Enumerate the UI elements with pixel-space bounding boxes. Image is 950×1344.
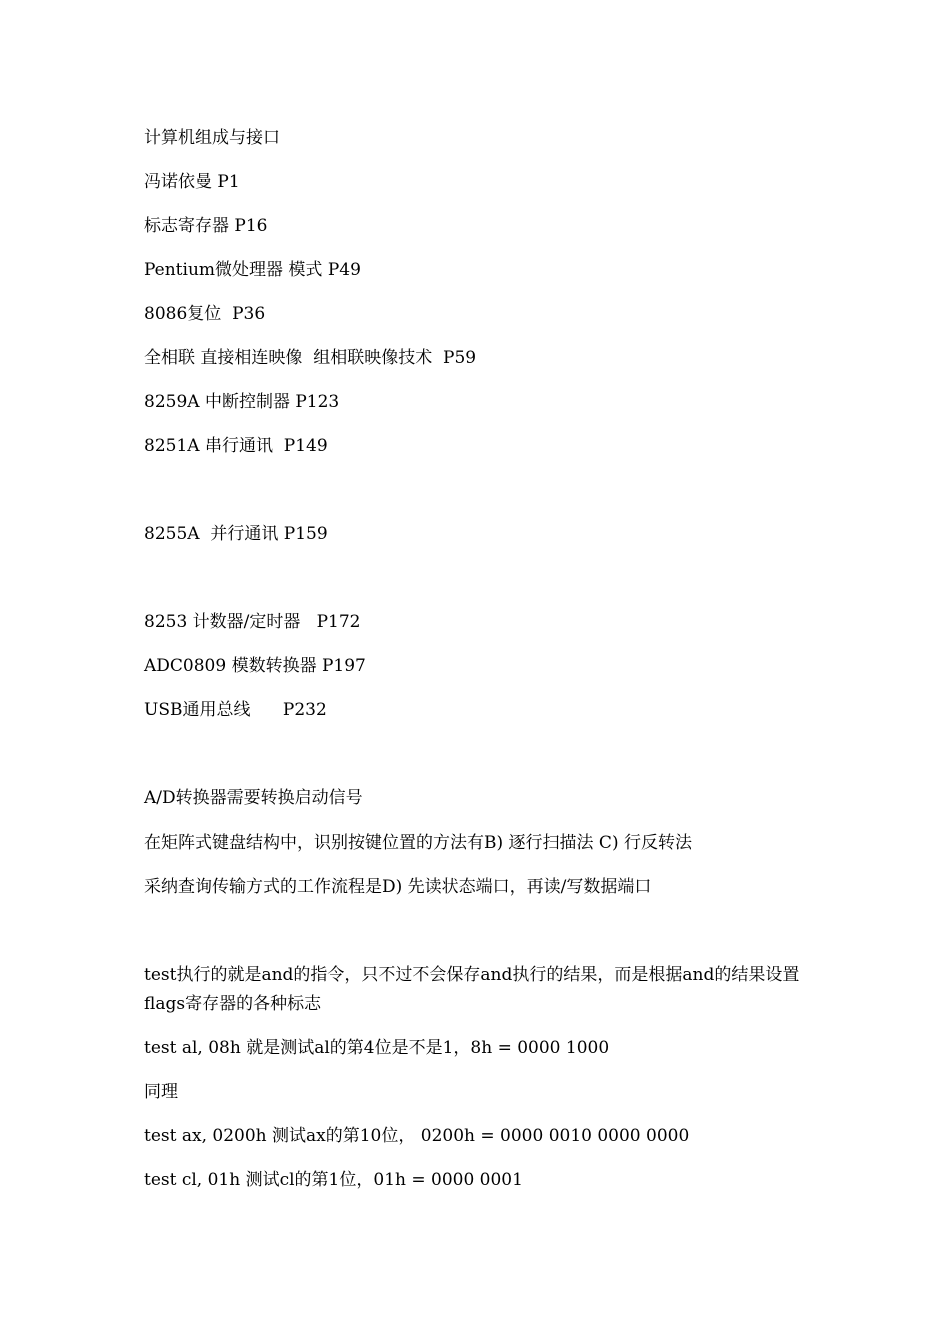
code-example-line: test cl, 01h 测试cl的第1位，01h = 0000 0001 <box>144 1170 523 1190</box>
test-instruction-paragraph: test执行的就是and的指令，只不过不会保存and执行的结果，而是根据and的结果设置flags寄存器的各种标志 <box>144 965 800 1014</box>
note-line: A/D转换器需要转换启动信号 <box>144 788 363 808</box>
note-line: 同理 <box>144 1082 178 1102</box>
note-line: 采纳查询传输方式的工作流程是D) 先读状态端口，再读/写数据端口 <box>144 877 652 897</box>
topic-line: 标志寄存器 P16 <box>144 216 268 236</box>
topic-line: ADC0809 模数转换器 P197 <box>144 656 366 676</box>
topic-line: 8259A 中断控制器 P123 <box>144 392 340 412</box>
topic-line: 冯诺依曼 P1 <box>144 172 240 192</box>
topic-line: USB通用总线 P232 <box>144 700 327 720</box>
document-title: 计算机组成与接口 <box>144 128 280 148</box>
topic-line: Pentium微处理器 模式 P49 <box>144 260 361 280</box>
topic-line: 8255A 并行通讯 P159 <box>144 524 328 544</box>
code-example-line: test al, 08h 就是测试al的第4位是不是1，8h = 0000 1000 <box>144 1038 610 1058</box>
topic-line: 8253 计数器/定时器 P172 <box>144 612 361 632</box>
topic-line: 8251A 串行通讯 P149 <box>144 436 328 456</box>
topic-line: 全相联 直接相连映像 组相联映像技术 P59 <box>144 348 477 368</box>
code-example-line: test ax, 0200h 测试ax的第10位， 0200h = 0000 0010 0000 0000 <box>144 1126 690 1146</box>
topic-line: 8086复位 P36 <box>144 304 266 324</box>
note-line: 在矩阵式键盘结构中，识别按键位置的方法有B) 逐行扫描法 C) 行反转法 <box>144 833 692 853</box>
